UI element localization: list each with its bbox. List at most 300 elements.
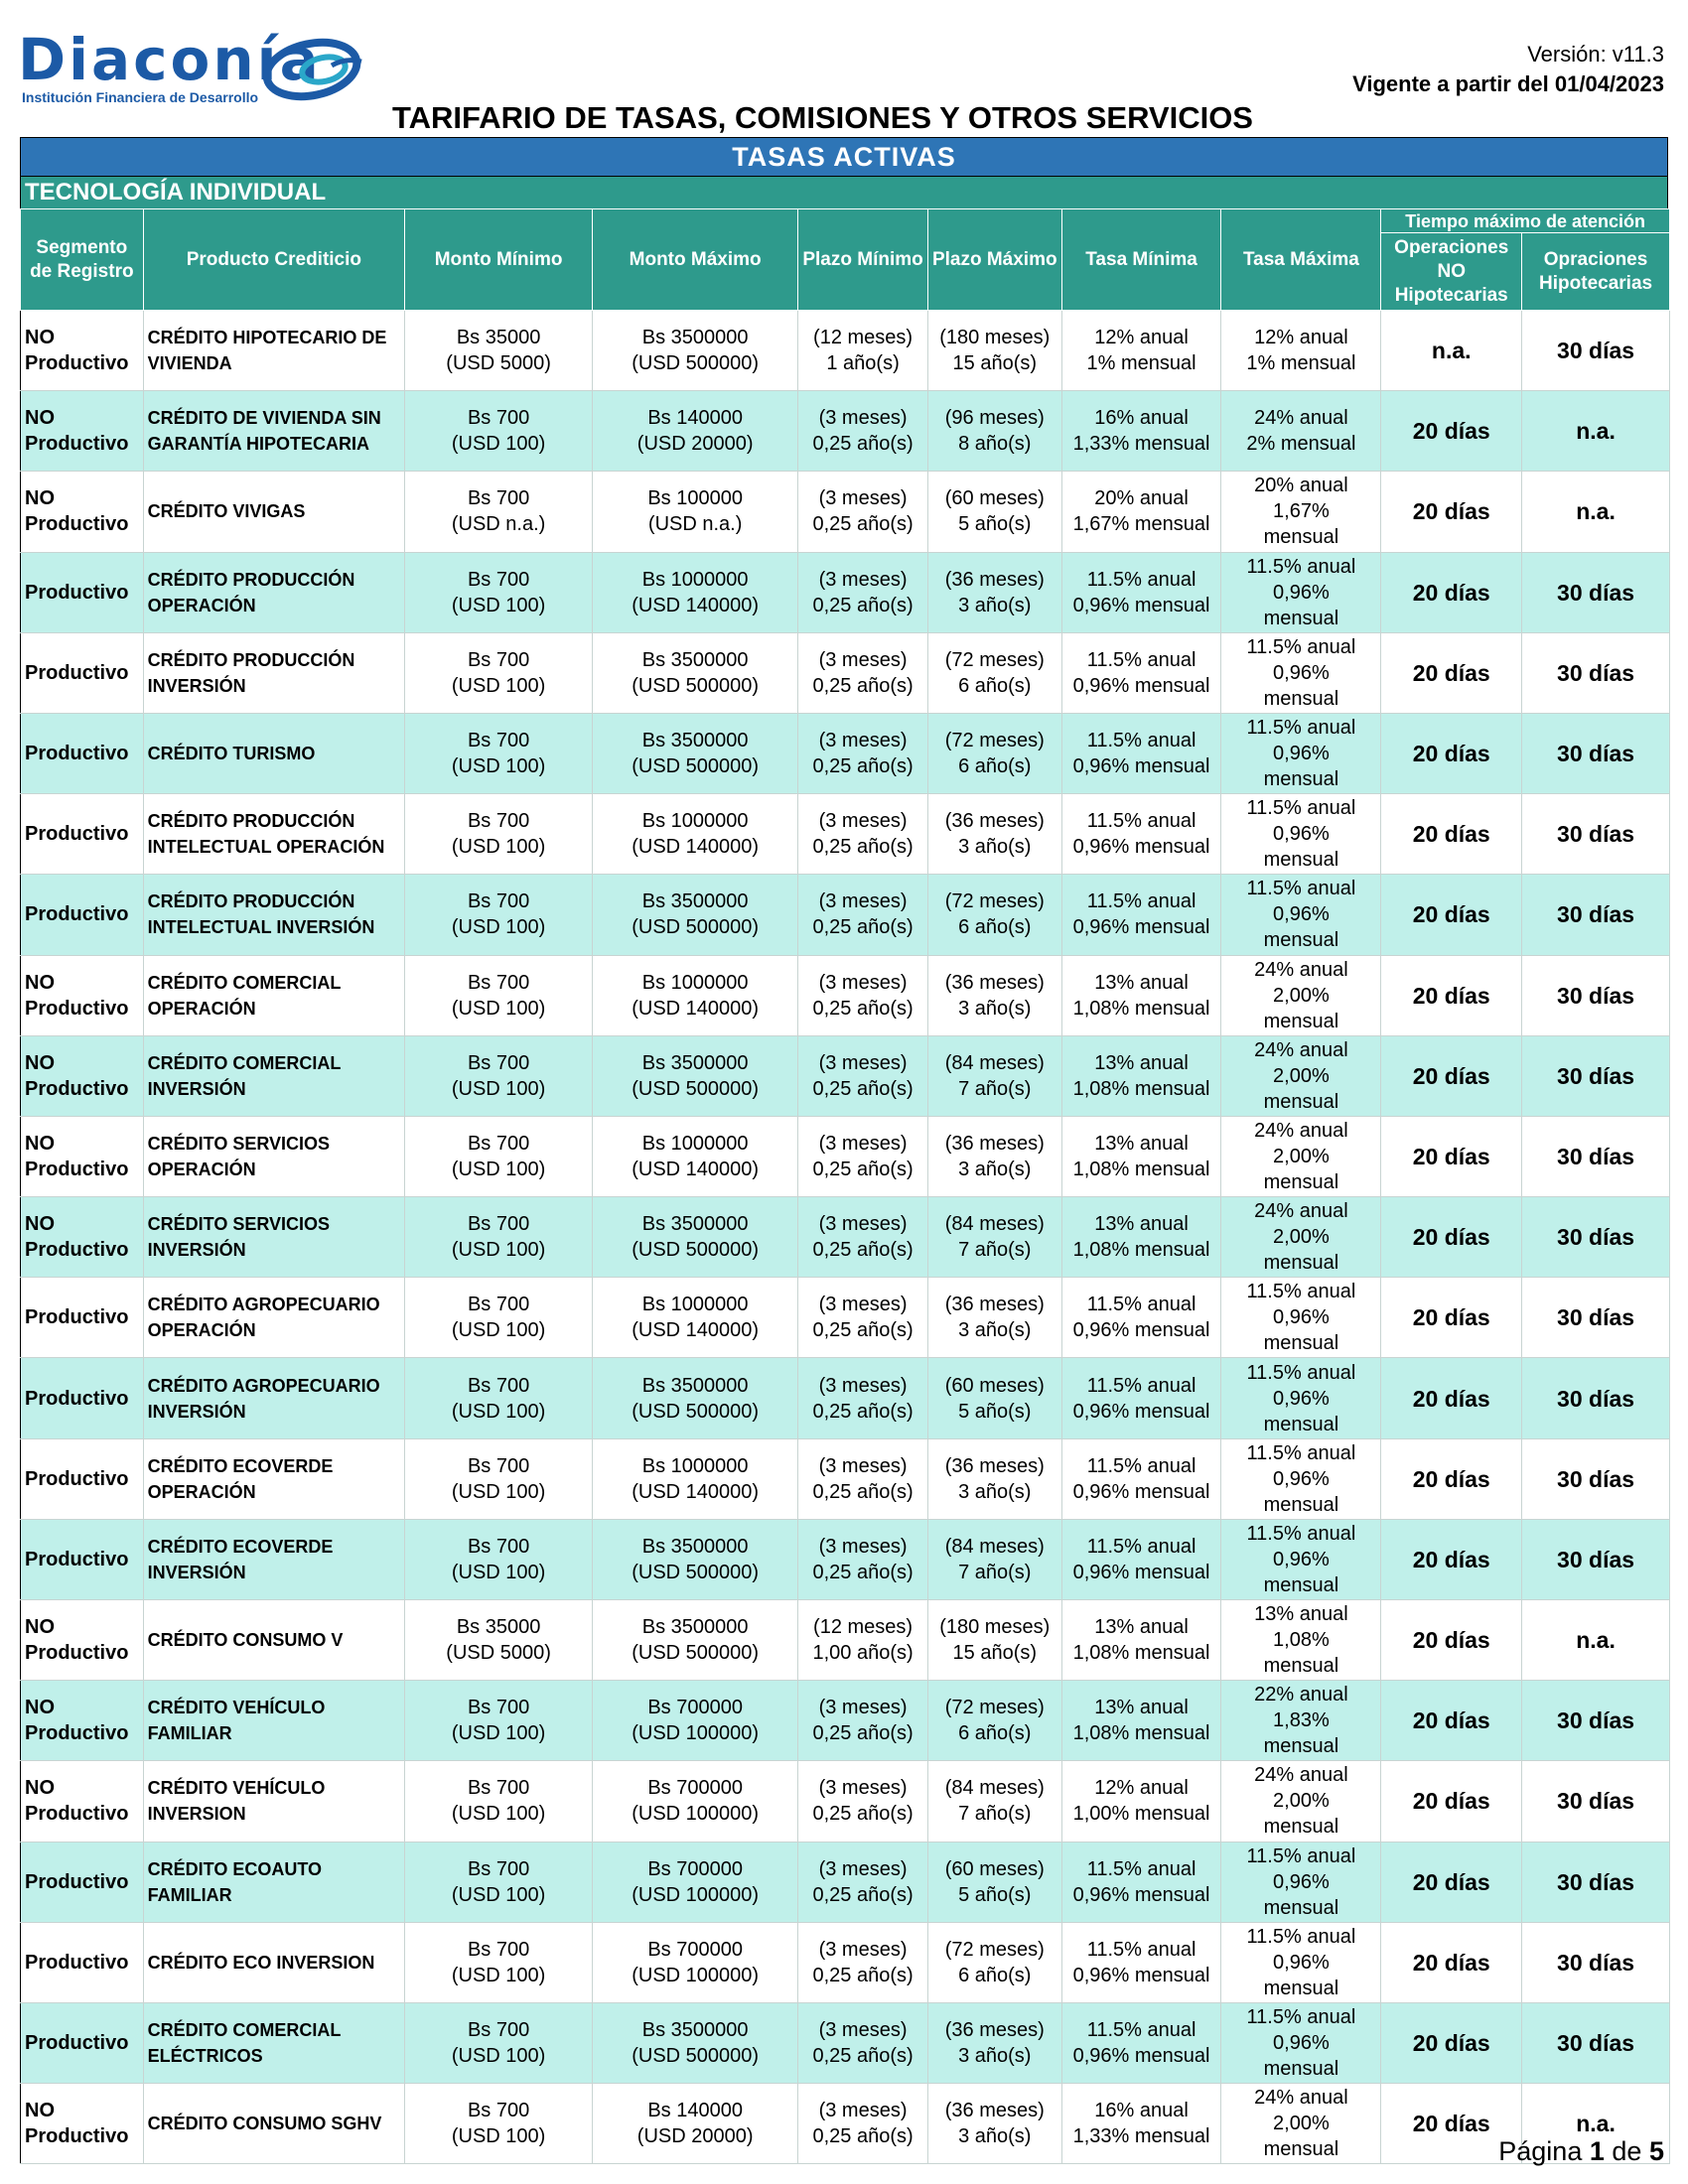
logo-wordmark: Diaconía <box>18 26 322 93</box>
min-amount-line: (USD 100) <box>451 1803 546 1826</box>
max-rate-line: 24% anual <box>1254 1200 1348 1223</box>
max-term-line: (36 meses) <box>944 971 1045 994</box>
min-rate-line: 1,08% mensual <box>1072 1722 1210 1745</box>
min-term-line: (3 meses) <box>818 1294 908 1316</box>
table-row <box>21 1116 1670 1196</box>
cell-max-term <box>927 1922 1061 2002</box>
section-title: TASAS ACTIVAS <box>20 137 1668 176</box>
max-term-line: (84 meses) <box>944 1535 1045 1558</box>
cell-min-rate <box>1061 1761 1221 1842</box>
cell-min-rate <box>1061 632 1221 713</box>
min-term-line: 0,25 año(s) <box>812 1722 914 1745</box>
max-amount-line: Bs 3500000 <box>641 1535 749 1558</box>
cell-min-amount <box>405 391 593 472</box>
max-amount-line: (USD 500000) <box>632 1642 760 1665</box>
cell-non-mortgage-time: 20 días <box>1381 1278 1522 1358</box>
max-term-line: 6 año(s) <box>958 755 1032 778</box>
cell-min-term <box>798 1681 928 1761</box>
max-rate-line: 2,00% <box>1273 1226 1330 1249</box>
cell-max-rate <box>1221 1761 1381 1842</box>
max-term-line: 6 año(s) <box>958 674 1032 697</box>
cell-max-rate <box>1221 1922 1381 2002</box>
min-term-line: 0,25 año(s) <box>812 1239 914 1262</box>
cell-segment: Productivo <box>21 1438 144 1519</box>
max-term-line: 3 año(s) <box>958 2125 1032 2148</box>
max-rate-line: mensual <box>1263 1977 1339 1999</box>
min-term-line: (3 meses) <box>818 1697 908 1719</box>
cell-max-amount <box>593 713 798 793</box>
min-term-line: (3 meses) <box>818 2019 908 2042</box>
cell-max-term <box>927 875 1061 955</box>
max-term-line: (96 meses) <box>944 407 1045 430</box>
cell-mortgage-time: 30 días <box>1522 1197 1670 1278</box>
min-amount-line: Bs 700 <box>467 890 530 913</box>
cell-non-mortgage-time: 20 días <box>1381 794 1522 875</box>
max-amount-line: Bs 1000000 <box>641 568 749 591</box>
cell-min-term <box>798 552 928 632</box>
min-term-line: 0,25 año(s) <box>812 1480 914 1503</box>
cell-max-amount <box>593 391 798 472</box>
min-term-line: (12 meses) <box>813 1616 914 1639</box>
cell-max-term <box>927 1842 1061 1922</box>
header-mortgage: Opraciones Hipotecarias <box>1522 233 1670 311</box>
min-amount-line: (USD 100) <box>451 1480 546 1503</box>
rates-sheet <box>20 137 1668 2164</box>
cell-min-term <box>798 1035 928 1116</box>
cell-product: CRÉDITO ECO INVERSION <box>143 1922 404 2002</box>
header-non-mortgage: Operaciones NO Hipotecarias <box>1381 233 1522 311</box>
cell-max-amount <box>593 1519 798 1599</box>
max-term-line: 7 año(s) <box>958 1239 1032 1262</box>
max-rate-line: mensual <box>1263 1735 1339 1758</box>
table-row <box>21 2084 1670 2164</box>
max-term-line: (84 meses) <box>944 1213 1045 1236</box>
header-min-rate: Tasa Mínima <box>1061 209 1221 311</box>
min-rate-line: 0,96% mensual <box>1072 1319 1210 1342</box>
cell-non-mortgage-time: 20 días <box>1381 1035 1522 1116</box>
cell-product: CRÉDITO PRODUCCIÓN INTELECTUAL INVERSIÓN <box>143 875 404 955</box>
min-rate-line: 0,96% mensual <box>1072 1964 1210 1986</box>
cell-non-mortgage-time: 20 días <box>1381 713 1522 793</box>
cell-max-rate <box>1221 1358 1381 1438</box>
cell-min-rate <box>1061 1438 1221 1519</box>
cell-max-amount <box>593 2002 798 2083</box>
cell-non-mortgage-time: 20 días <box>1381 1438 1522 1519</box>
min-rate-line: 16% anual <box>1094 407 1189 430</box>
min-amount-line: (USD 100) <box>451 674 546 697</box>
min-rate-line: 1,08% mensual <box>1072 1077 1210 1100</box>
max-rate-line: mensual <box>1263 1332 1339 1355</box>
min-term-line: (3 meses) <box>818 971 908 994</box>
max-rate-line: 1,08% <box>1273 1629 1330 1652</box>
min-amount-line: (USD 100) <box>451 2045 546 2068</box>
max-rate-line: mensual <box>1263 1573 1339 1596</box>
cell-min-amount <box>405 2002 593 2083</box>
cell-mortgage-time: n.a. <box>1522 2084 1670 2164</box>
max-amount-line: (USD 500000) <box>632 1400 760 1423</box>
cell-min-term <box>798 875 928 955</box>
header-attention-group: Tiempo máximo de atención <box>1381 209 1670 233</box>
max-amount-line: Bs 700000 <box>647 1938 743 1961</box>
min-term-line: 0,25 año(s) <box>812 513 914 536</box>
header-min-term: Plazo Mínimo <box>798 209 928 311</box>
min-term-line: (3 meses) <box>818 1374 908 1397</box>
min-rate-line: 0,96% mensual <box>1072 1561 1210 1583</box>
min-rate-line: 13% anual <box>1094 1697 1189 1719</box>
cell-max-rate <box>1221 1681 1381 1761</box>
cell-mortgage-time: 30 días <box>1522 1842 1670 1922</box>
min-amount-line: Bs 700 <box>467 1374 530 1397</box>
max-rate-line: 0,96% <box>1273 1548 1330 1570</box>
max-term-line: (60 meses) <box>944 1374 1045 1397</box>
rates-table-body <box>21 311 1670 2164</box>
min-rate-line: 16% anual <box>1094 2100 1189 2122</box>
cell-non-mortgage-time: 20 días <box>1381 875 1522 955</box>
cell-min-term <box>798 311 928 391</box>
cell-max-rate <box>1221 1035 1381 1116</box>
cell-min-amount <box>405 472 593 552</box>
max-amount-line: Bs 100000 <box>647 487 743 510</box>
max-amount-line: Bs 1000000 <box>641 971 749 994</box>
cell-segment: NO Productivo <box>21 1197 144 1278</box>
cell-min-term <box>798 2084 928 2164</box>
min-term-line: 0,25 año(s) <box>812 1964 914 1986</box>
cell-segment: NO Productivo <box>21 1035 144 1116</box>
max-amount-line: (USD 20000) <box>636 2125 754 2148</box>
min-rate-line: 0,96% mensual <box>1072 1480 1210 1503</box>
min-amount-line: (USD 100) <box>451 1239 546 1262</box>
min-amount-line: Bs 700 <box>467 1132 530 1155</box>
cell-segment: Productivo <box>21 1278 144 1358</box>
min-term-line: (3 meses) <box>818 1132 908 1155</box>
min-rate-line: 11.5% anual <box>1086 648 1196 671</box>
max-rate-line: 0,96% <box>1273 2032 1330 2055</box>
cell-max-amount <box>593 1600 798 1681</box>
max-amount-line: (USD 500000) <box>632 1561 760 1583</box>
min-term-line: 0,25 año(s) <box>812 997 914 1020</box>
cell-max-term <box>927 1358 1061 1438</box>
cell-min-rate <box>1061 713 1221 793</box>
max-term-line: (72 meses) <box>944 730 1045 752</box>
cell-min-term <box>798 1600 928 1681</box>
validity-date: Vigente a partir del 01/04/2023 <box>1352 71 1664 96</box>
cell-min-rate <box>1061 1035 1221 1116</box>
cell-min-amount <box>405 1600 593 1681</box>
max-term-line: 7 año(s) <box>958 1561 1032 1583</box>
max-rate-line: 2% mensual <box>1246 433 1356 456</box>
cell-non-mortgage-time: 20 días <box>1381 1681 1522 1761</box>
min-amount-line: Bs 700 <box>467 1051 530 1074</box>
cell-product: CRÉDITO VIVIGAS <box>143 472 404 552</box>
max-rate-line: 0,96% <box>1273 661 1330 684</box>
min-amount-line: (USD 100) <box>451 1400 546 1423</box>
cell-max-amount <box>593 875 798 955</box>
max-rate-line: mensual <box>1263 1090 1339 1113</box>
table-row <box>21 1519 1670 1599</box>
cell-segment: Productivo <box>21 1842 144 1922</box>
min-term-line: 0,25 año(s) <box>812 836 914 859</box>
min-term-line: (3 meses) <box>818 487 908 510</box>
cell-non-mortgage-time: 20 días <box>1381 1116 1522 1196</box>
max-rate-line: 24% anual <box>1254 407 1348 430</box>
cell-min-amount <box>405 713 593 793</box>
max-term-line: 7 año(s) <box>958 1077 1032 1100</box>
cell-segment: Productivo <box>21 1519 144 1599</box>
min-amount-line: (USD 100) <box>451 594 546 616</box>
cell-min-amount <box>405 1842 593 1922</box>
cell-min-term <box>798 1438 928 1519</box>
max-amount-line: Bs 3500000 <box>641 890 749 913</box>
cell-min-rate <box>1061 955 1221 1035</box>
cell-max-term <box>927 2002 1061 2083</box>
max-amount-line: (USD 500000) <box>632 755 760 778</box>
min-amount-line: (USD 100) <box>451 1158 546 1180</box>
cell-max-rate <box>1221 1438 1381 1519</box>
min-amount-line: (USD 100) <box>451 1722 546 1745</box>
max-rate-line: 11.5% anual <box>1246 555 1356 578</box>
cell-max-rate <box>1221 1600 1381 1681</box>
cell-mortgage-time: n.a. <box>1522 472 1670 552</box>
min-term-line: 0,25 año(s) <box>812 594 914 616</box>
cell-segment: Productivo <box>21 875 144 955</box>
max-term-line: (60 meses) <box>944 487 1045 510</box>
max-term-line: 5 año(s) <box>958 1883 1032 1906</box>
max-amount-line: (USD 140000) <box>632 1480 760 1503</box>
cell-max-amount <box>593 1278 798 1358</box>
max-amount-line: Bs 700000 <box>647 1697 743 1719</box>
min-rate-line: 11.5% anual <box>1086 1938 1196 1961</box>
company-logo <box>18 28 355 107</box>
cell-min-rate <box>1061 1842 1221 1922</box>
cell-max-rate <box>1221 391 1381 472</box>
max-rate-line: 24% anual <box>1254 1038 1348 1061</box>
cell-min-rate <box>1061 1519 1221 1599</box>
cell-min-term <box>798 1519 928 1599</box>
min-rate-line: 13% anual <box>1094 1213 1189 1236</box>
header-max-rate: Tasa Máxima <box>1221 209 1381 311</box>
cell-max-term <box>927 1438 1061 1519</box>
cell-product: CRÉDITO PRODUCCIÓN INTELECTUAL OPERACIÓN <box>143 794 404 875</box>
min-amount-line: (USD 100) <box>451 1077 546 1100</box>
cell-max-term <box>927 472 1061 552</box>
max-rate-line: mensual <box>1263 1252 1339 1275</box>
max-amount-line: (USD 140000) <box>632 1158 760 1180</box>
min-amount-line: (USD 100) <box>451 1964 546 1986</box>
cell-min-amount <box>405 794 593 875</box>
cell-product: CRÉDITO DE VIVIENDA SIN GARANTÍA HIPOTECARIA <box>143 391 404 472</box>
cell-non-mortgage-time: 20 días <box>1381 1358 1522 1438</box>
cell-segment: Productivo <box>21 2002 144 2083</box>
max-amount-line: (USD 500000) <box>632 352 760 375</box>
cell-min-term <box>798 713 928 793</box>
min-amount-line: Bs 700 <box>467 407 530 430</box>
cell-segment: Productivo <box>21 632 144 713</box>
min-term-line: 0,25 año(s) <box>812 1158 914 1180</box>
cell-product: CRÉDITO SERVICIOS OPERACIÓN <box>143 1116 404 1196</box>
cell-max-amount <box>593 2084 798 2164</box>
cell-max-rate <box>1221 1197 1381 1278</box>
max-rate-line: 11.5% anual <box>1246 1844 1356 1867</box>
cell-max-term <box>927 1116 1061 1196</box>
cell-max-term <box>927 1600 1061 1681</box>
cell-max-rate <box>1221 2002 1381 2083</box>
cell-min-term <box>798 1358 928 1438</box>
table-row <box>21 1761 1670 1842</box>
max-term-line: (36 meses) <box>944 810 1045 833</box>
table-row <box>21 713 1670 793</box>
cell-max-term <box>927 1035 1061 1116</box>
min-rate-line: 13% anual <box>1094 1132 1189 1155</box>
max-amount-line: (USD 500000) <box>632 674 760 697</box>
page-of-label: de <box>1612 2136 1642 2166</box>
min-rate-line: 11.5% anual <box>1086 568 1196 591</box>
table-row <box>21 1358 1670 1438</box>
min-term-line: 0,25 año(s) <box>812 2045 914 2068</box>
max-amount-line: (USD 140000) <box>632 594 760 616</box>
table-row <box>21 1438 1670 1519</box>
cell-min-amount <box>405 1519 593 1599</box>
table-row <box>21 875 1670 955</box>
cell-mortgage-time: 30 días <box>1522 875 1670 955</box>
min-amount-line: Bs 700 <box>467 1938 530 1961</box>
min-rate-line: 1,08% mensual <box>1072 997 1210 1020</box>
min-rate-line: 0,96% mensual <box>1072 1400 1210 1423</box>
cell-min-rate <box>1061 311 1221 391</box>
max-term-line: (180 meses) <box>939 327 1051 349</box>
cell-min-amount <box>405 875 593 955</box>
cell-segment: NO Productivo <box>21 1600 144 1681</box>
cell-segment: Productivo <box>21 1922 144 2002</box>
min-term-line: (3 meses) <box>818 648 908 671</box>
min-rate-line: 11.5% anual <box>1086 730 1196 752</box>
cell-min-term <box>798 1842 928 1922</box>
cell-mortgage-time: 30 días <box>1522 955 1670 1035</box>
max-amount-line: Bs 3500000 <box>641 730 749 752</box>
max-term-line: (36 meses) <box>944 2019 1045 2042</box>
cell-max-rate <box>1221 1519 1381 1599</box>
min-rate-line: 11.5% anual <box>1086 1535 1196 1558</box>
min-rate-line: 11.5% anual <box>1086 1857 1196 1880</box>
max-amount-line: (USD 20000) <box>636 433 754 456</box>
cell-min-amount <box>405 632 593 713</box>
cell-max-term <box>927 1519 1061 1599</box>
table-row <box>21 472 1670 552</box>
max-amount-line: Bs 3500000 <box>641 1051 749 1074</box>
table-row <box>21 2002 1670 2083</box>
cell-segment: Productivo <box>21 552 144 632</box>
cell-mortgage-time: 30 días <box>1522 794 1670 875</box>
min-term-line: 0,25 año(s) <box>812 1077 914 1100</box>
min-rate-line: 0,96% mensual <box>1072 916 1210 939</box>
max-rate-line: 2,00% <box>1273 984 1330 1007</box>
min-rate-line: 1,08% mensual <box>1072 1239 1210 1262</box>
cell-max-amount <box>593 1761 798 1842</box>
min-rate-line: 13% anual <box>1094 971 1189 994</box>
max-term-line: (36 meses) <box>944 1294 1045 1316</box>
max-rate-line: 12% anual <box>1254 327 1348 349</box>
table-row <box>21 1842 1670 1922</box>
min-amount-line: Bs 700 <box>467 648 530 671</box>
header-product: Producto Crediticio <box>143 209 404 311</box>
page-footer <box>1498 2134 1664 2168</box>
min-term-line: (3 meses) <box>818 1938 908 1961</box>
cell-max-term <box>927 311 1061 391</box>
max-rate-line: mensual <box>1263 1170 1339 1193</box>
table-row <box>21 1278 1670 1358</box>
cell-min-rate <box>1061 1358 1221 1438</box>
table-row <box>21 552 1670 632</box>
max-rate-line: 24% anual <box>1254 958 1348 981</box>
table-row <box>21 311 1670 391</box>
cell-min-rate <box>1061 875 1221 955</box>
min-amount-line: (USD n.a.) <box>451 513 546 536</box>
min-rate-line: 20% anual <box>1094 487 1189 510</box>
cell-max-rate <box>1221 1842 1381 1922</box>
page-number: 1 <box>1589 2136 1605 2166</box>
cell-non-mortgage-time: 20 días <box>1381 1761 1522 1842</box>
max-amount-line: Bs 1000000 <box>641 810 749 833</box>
min-term-line: (12 meses) <box>813 327 914 349</box>
min-term-line: 1,00 año(s) <box>812 1642 914 1665</box>
max-rate-line: mensual <box>1263 1413 1339 1435</box>
header-segment: Segmento de Registro <box>21 209 144 311</box>
header-min-amount: Monto Mínimo <box>405 209 593 311</box>
min-term-line: 0,25 año(s) <box>812 755 914 778</box>
table-row <box>21 1197 1670 1278</box>
min-amount-line: Bs 35000 <box>456 327 541 349</box>
table-row <box>21 1035 1670 1116</box>
min-rate-line: 11.5% anual <box>1086 890 1196 913</box>
max-amount-line: Bs 1000000 <box>641 1294 749 1316</box>
cell-max-term <box>927 391 1061 472</box>
max-amount-line: (USD 140000) <box>632 997 760 1020</box>
min-rate-line: 1,08% mensual <box>1072 1642 1210 1665</box>
max-rate-line: 20% anual <box>1254 475 1348 497</box>
max-amount-line: (USD 500000) <box>632 1239 760 1262</box>
cell-max-term <box>927 552 1061 632</box>
max-amount-line: (USD 140000) <box>632 1319 760 1342</box>
min-amount-line: Bs 700 <box>467 1213 530 1236</box>
cell-mortgage-time: 30 días <box>1522 632 1670 713</box>
cell-max-rate <box>1221 794 1381 875</box>
cell-min-rate <box>1061 1600 1221 1681</box>
min-rate-line: 11.5% anual <box>1086 1454 1196 1477</box>
min-rate-line: 12% anual <box>1094 1777 1189 1800</box>
cell-min-amount <box>405 1278 593 1358</box>
cell-min-term <box>798 391 928 472</box>
cell-min-amount <box>405 955 593 1035</box>
max-term-line: (60 meses) <box>944 1857 1045 1880</box>
max-term-line: (72 meses) <box>944 1697 1045 1719</box>
cell-product: CRÉDITO COMERCIAL ELÉCTRICOS <box>143 2002 404 2083</box>
max-term-line: (36 meses) <box>944 2100 1045 2122</box>
cell-max-amount <box>593 1197 798 1278</box>
max-amount-line: (USD 100000) <box>632 1722 760 1745</box>
max-rate-line: 24% anual <box>1254 1119 1348 1142</box>
min-term-line: (3 meses) <box>818 810 908 833</box>
max-rate-line: mensual <box>1263 929 1339 952</box>
cell-min-amount <box>405 552 593 632</box>
max-term-line: 3 año(s) <box>958 1319 1032 1342</box>
min-term-line: 0,25 año(s) <box>812 916 914 939</box>
max-term-line: (84 meses) <box>944 1777 1045 1800</box>
min-term-line: 1 año(s) <box>826 352 900 375</box>
cell-mortgage-time: 30 días <box>1522 1278 1670 1358</box>
max-rate-line: 0,96% <box>1273 1951 1330 1974</box>
min-amount-line: (USD 100) <box>451 1319 546 1342</box>
cell-mortgage-time: 30 días <box>1522 552 1670 632</box>
table-row <box>21 794 1670 875</box>
